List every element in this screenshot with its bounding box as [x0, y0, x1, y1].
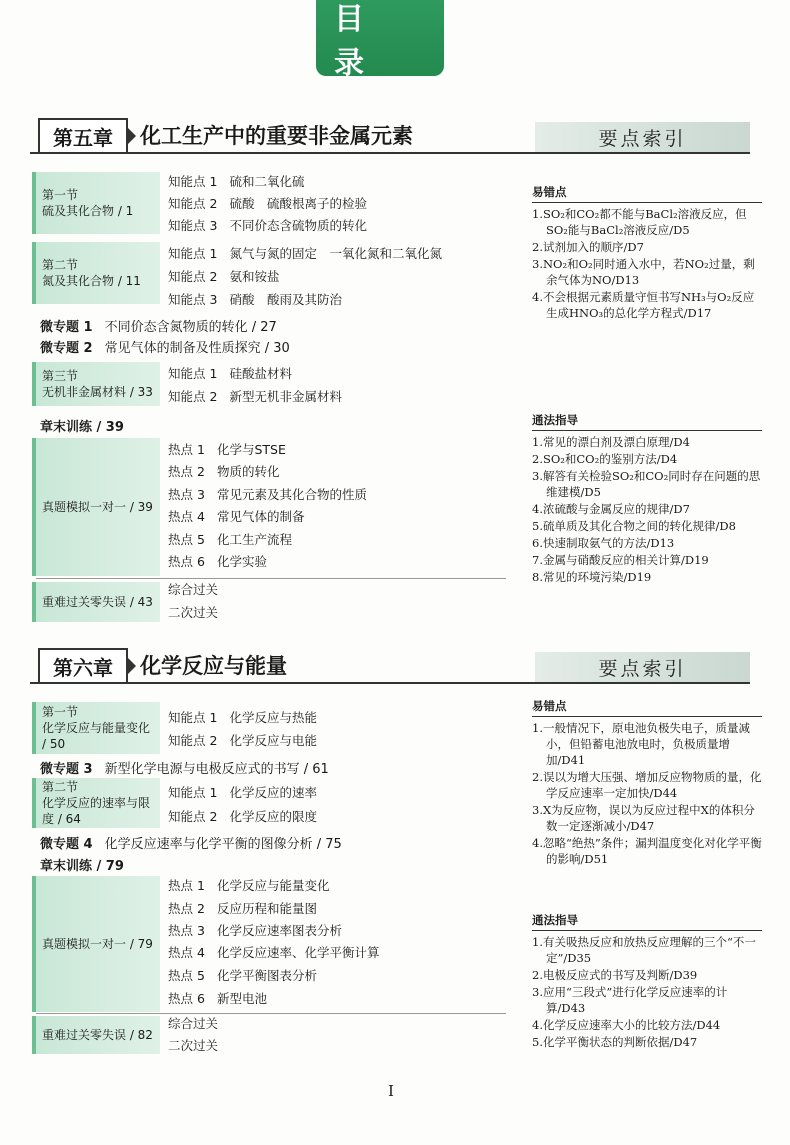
item-text: 常见气体的制备	[216, 509, 305, 524]
method-item: 1.常见的漂白剂及漂白原理/D4	[532, 435, 690, 449]
item-text: 化学反应速率图表分析	[216, 923, 342, 938]
method-item: 4.浓硫酸与金属反应的规律/D7	[532, 502, 690, 516]
ch5-methods-panel	[532, 412, 762, 585]
page-number: I	[388, 1082, 394, 1100]
item-text: 化学反应与能量变化	[216, 878, 330, 893]
item-key: 知能点 2	[168, 733, 218, 748]
item-key: 热点 5	[168, 968, 205, 983]
item-key: 热点 1	[168, 442, 205, 457]
method-item: 7.金属与硝酸反应的相关计算/D19	[532, 553, 709, 567]
item-key: 知能点 2	[168, 196, 218, 211]
hard-title: 重难过关零失误 / 82	[42, 1028, 153, 1042]
ch5-section-3[interactable]	[32, 362, 160, 406]
chapter-5-label: 第五章	[38, 118, 128, 154]
error-item: 1.SO₂和CO₂都不能与BaCl₂溶液反应，但SO₂能与BaCl₂溶液反应/D5	[532, 207, 747, 237]
section-title: 化学反应的速率与限度 / 64	[42, 796, 151, 826]
hard-title: 重难过关零失误 / 43	[42, 595, 153, 609]
section-title: 硫及其化合物 / 1	[42, 204, 134, 218]
item-key: 知能点 1	[168, 785, 218, 800]
toc-title: 目 录	[316, 0, 444, 76]
chapter-6-label: 第六章	[38, 648, 128, 684]
item-key: 热点 3	[168, 487, 205, 502]
item-text: 反应历程和能量图	[216, 901, 317, 916]
methods-heading: 通法指导	[532, 912, 762, 931]
ch5-hot-6[interactable]	[168, 552, 267, 570]
item-key: 知能点 2	[168, 389, 218, 404]
chapter-5-title: 化工生产中的重要非金属元素	[140, 123, 413, 148]
ch6-section-1[interactable]	[32, 702, 160, 754]
errors-heading: 易错点	[532, 184, 762, 203]
item-text: 常见元素及其化合物的性质	[216, 487, 367, 502]
chapter-arrow-icon	[126, 126, 136, 146]
chapter-5-index-tab: 要点索引	[535, 122, 750, 152]
ch5-sim-box[interactable]	[32, 438, 160, 576]
section-name: 第一节	[42, 705, 79, 719]
ch5-hot-5[interactable]	[168, 530, 292, 548]
ch6-hot-5[interactable]	[168, 966, 317, 984]
error-item: 3.X为反应物，误以为反应过程中X的体积分数一定逐渐减小/D47	[532, 803, 755, 833]
divider	[36, 578, 506, 579]
method-item: 6.快速制取氨气的方法/D13	[532, 536, 675, 550]
item-key: 热点 2	[168, 901, 205, 916]
chapter-6-header	[30, 648, 750, 684]
chapter-6-title: 化学反应与能量	[140, 653, 287, 678]
section-title: 无机非金属材料 / 33	[42, 385, 153, 399]
item-key: 热点 6	[168, 991, 205, 1006]
ch6-hot-2[interactable]	[168, 899, 317, 917]
item-text: 化学与STSE	[216, 442, 286, 457]
item-text: 硅酸盐材料	[229, 366, 292, 381]
ch6-s1-item-2[interactable]	[168, 731, 317, 749]
micro-text: 不同价态含氮物质的转化 / 27	[104, 320, 277, 335]
methods-heading: 通法指导	[532, 412, 762, 431]
errors-heading: 易错点	[532, 698, 762, 717]
item-key: 热点 6	[168, 554, 205, 569]
sim-title: 真题模拟一对一 / 79	[42, 937, 153, 951]
error-item: 3.NO₂和O₂同时通入水中，若NO₂过量，剩余气体为NO/D13	[532, 257, 755, 287]
ch6-s2-item-2[interactable]	[168, 807, 317, 825]
ch5-s3-item-1[interactable]	[168, 364, 292, 382]
item-key: 热点 1	[168, 878, 205, 893]
ch5-hard-item-1[interactable]: 综合过关	[168, 582, 219, 597]
error-item: 4.不会根据元素质量守恒书写NH₃与O₂反应生成HNO₃的总化学方程式/D17	[532, 290, 755, 320]
error-item: 1.一般情况下，原电池负极失电子，质量减小，但铅蓄电池放电时，负极质量增加/D41	[532, 721, 750, 767]
section-title: 氮及其化合物 / 11	[42, 274, 141, 288]
divider	[36, 1013, 506, 1014]
item-key: 知能点 1	[168, 710, 218, 725]
item-text: 新型电池	[216, 991, 267, 1006]
ch5-micro-1[interactable]	[40, 316, 277, 335]
method-item: 3.解答有关检验SO₂和CO₂同时存在问题的思维建模/D5	[532, 469, 761, 499]
ch5-hard-item-2[interactable]: 二次过关	[168, 605, 219, 620]
method-item: 4.化学反应速率大小的比较方法/D44	[532, 1018, 721, 1032]
ch5-hard-box[interactable]	[32, 582, 160, 622]
chapter-rule	[30, 152, 750, 154]
ch6-micro-3[interactable]	[40, 758, 329, 777]
section-name: 第二节	[42, 258, 79, 272]
micro-label: 微专题 3	[40, 762, 93, 777]
micro-label: 微专题 1	[40, 320, 93, 335]
ch5-s3-item-2[interactable]	[168, 387, 342, 405]
item-text: 硫和二氧化硫	[229, 174, 305, 189]
ch5-section-1[interactable]	[32, 172, 160, 234]
method-item: 2.电极反应式的书写及判断/D39	[532, 968, 698, 982]
ch5-s2-item-1[interactable]	[168, 244, 442, 262]
method-item: 5.化学平衡状态的判断依据/D47	[532, 1035, 698, 1049]
item-key: 知能点 1	[168, 366, 218, 381]
item-text: 氨和铵盐	[229, 269, 280, 284]
ch5-hot-2[interactable]	[168, 462, 279, 480]
item-key: 热点 3	[168, 923, 205, 938]
error-item: 4.忽略“绝热”条件；漏判温度变化对化学平衡的影响/D51	[532, 836, 762, 866]
chapter-6-index-tab: 要点索引	[535, 652, 750, 682]
ch5-hot-3[interactable]	[168, 485, 367, 503]
ch6-s2-item-1[interactable]	[168, 783, 317, 801]
section-name: 第三节	[42, 369, 79, 383]
ch6-hard-box[interactable]	[32, 1016, 160, 1054]
item-key: 知能点 2	[168, 269, 218, 284]
chapter-rule	[30, 682, 750, 684]
item-text: 化学实验	[216, 554, 267, 569]
ch5-hot-4[interactable]	[168, 507, 304, 525]
ch5-micro-2[interactable]	[40, 337, 290, 356]
ch5-s2-item-2[interactable]	[168, 267, 279, 285]
item-text: 化工生产流程	[216, 532, 292, 547]
item-text: 化学反应与热能	[229, 710, 317, 725]
item-text: 化学反应速率、化学平衡计算	[216, 945, 380, 960]
ch6-hard-item-1[interactable]: 综合过关	[168, 1016, 219, 1031]
item-key: 热点 4	[168, 509, 205, 524]
ch5-end-training[interactable]: 章末训练 / 39	[40, 420, 124, 435]
ch6-hot-6[interactable]	[168, 989, 267, 1007]
micro-label: 微专题 2	[40, 341, 93, 356]
item-key: 知能点 3	[168, 218, 218, 233]
micro-text: 常见气体的制备及性质探究 / 30	[104, 341, 290, 356]
method-item: 8.常见的环境污染/D19	[532, 570, 652, 584]
ch6-hot-3[interactable]	[168, 921, 342, 939]
item-key: 热点 4	[168, 945, 205, 960]
sim-title: 真题模拟一对一 / 39	[42, 500, 153, 514]
ch6-section-2[interactable]	[32, 778, 160, 828]
item-text: 物质的转化	[216, 464, 280, 479]
item-text: 化学反应的限度	[229, 809, 317, 824]
ch5-section-2[interactable]	[32, 242, 160, 304]
item-key: 知能点 2	[168, 809, 218, 824]
item-text: 化学反应的速率	[229, 785, 317, 800]
item-key: 知能点 3	[168, 292, 218, 307]
ch6-end-training[interactable]: 章末训练 / 79	[40, 859, 124, 874]
ch6-hard-item-2[interactable]: 二次过关	[168, 1038, 219, 1053]
ch6-methods-panel	[532, 912, 762, 1050]
ch5-s1-item-2[interactable]	[168, 194, 367, 212]
error-item: 2.试剂加入的顺序/D7	[532, 240, 644, 254]
ch5-s2-item-3[interactable]	[168, 290, 342, 308]
item-key: 知能点 1	[168, 174, 218, 189]
section-title: 化学反应与能量变化 / 50	[42, 721, 151, 751]
method-item: 1.有关吸热反应和放热反应理解的三个“不一定”/D35	[532, 935, 756, 965]
micro-label: 微专题 4	[40, 837, 93, 852]
ch6-hot-1[interactable]	[168, 876, 329, 894]
ch6-hot-4[interactable]	[168, 943, 379, 961]
ch5-hot-1[interactable]	[168, 440, 286, 458]
item-text: 氮气与氮的固定 一氧化氮和二氧化氮	[229, 246, 442, 261]
item-text: 硫酸 硫酸根离子的检验	[229, 196, 367, 211]
item-text: 化学平衡图表分析	[216, 968, 317, 983]
section-name: 第一节	[42, 188, 79, 202]
method-item: 2.SO₂和CO₂的鉴别方法/D4	[532, 452, 678, 466]
micro-text: 化学反应速率与化学平衡的图像分析 / 75	[104, 837, 342, 852]
error-item: 2.误以为增大压强、增加反应物物质的量，化学反应速率一定加快/D44	[532, 770, 762, 800]
item-text: 新型无机非金属材料	[229, 389, 342, 404]
item-text: 硝酸 酸雨及其防治	[229, 292, 342, 307]
item-text: 不同价态含硫物质的转化	[229, 218, 367, 233]
method-item: 5.硫单质及其化合物之间的转化规律/D8	[532, 519, 736, 533]
item-key: 热点 5	[168, 532, 205, 547]
ch5-s1-item-1[interactable]	[168, 172, 304, 190]
chapter-5-header	[30, 118, 750, 154]
ch5-errors-panel	[532, 184, 762, 321]
ch5-s1-item-3[interactable]	[168, 216, 367, 234]
item-key: 热点 2	[168, 464, 205, 479]
ch6-micro-4[interactable]	[40, 833, 342, 852]
micro-text: 新型化学电源与电极反应式的书写 / 61	[104, 762, 329, 777]
chapter-arrow-icon	[126, 656, 136, 676]
method-item: 3.应用“三段式”进行化学反应速率的计算/D43	[532, 985, 728, 1015]
item-key: 知能点 1	[168, 246, 218, 261]
ch6-sim-box[interactable]	[32, 876, 160, 1012]
ch6-s1-item-1[interactable]	[168, 708, 317, 726]
ch6-errors-panel	[532, 698, 762, 867]
item-text: 化学反应与电能	[229, 733, 317, 748]
section-name: 第二节	[42, 780, 79, 794]
